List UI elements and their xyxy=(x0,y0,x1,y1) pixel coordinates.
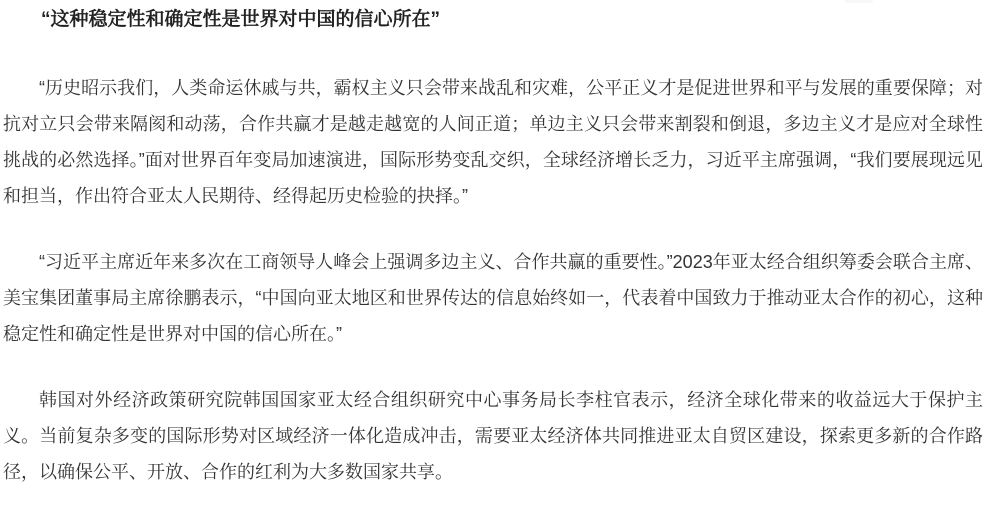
article-paragraph-2: “习近平主席近年来多次在工商领导人峰会上强调多边主义、合作共赢的重要性。”2023年亚太经合组织筹委会联合主席、美宝集团董事局主席徐鹏表示，“中国向亚太地区和世界传达的信息始终如一，代表着中国致力于推动亚太合作的初心，这种稳定性和确定性是世界对中国的信心所在。” xyxy=(3,252,983,344)
article-paragraph-3: 韩国对外经济政策研究院韩国国家亚太经合组织研究中心事务局长李柱官表示，经济全球化带来的收益远大于保护主义。当前复杂多变的国际形势对区域经济一体化造成冲击，需要亚太经济体共同推进亚太自贸区建设，探索更多新的合作路径，以确保公平、开放、合作的红利为大多数国家共享。 xyxy=(3,390,983,482)
window-edge-artifact xyxy=(845,0,873,3)
article-paragraph-1: “历史昭示我们，人类命运休戚与共，霸权主义只会带来战乱和灾难，公平正义才是促进世界和平与发展的重要保障；对抗对立只会带来隔阂和动荡，合作共赢才是越走越宽的人间正道；单边主义只会带来割裂和倒退，多边主义才是应对全球性挑战的必然选择。”面对世界百年变局加速演进，国际形势变乱交织，全球经济增长乏力，习近平主席强调，“我们要展现远见和担当，作出符合亚太人民期待、经得起历史检验的抉择。” xyxy=(3,78,983,206)
article-subheading: “这种稳定性和确定性是世界对中国的信心所在” xyxy=(41,9,441,30)
